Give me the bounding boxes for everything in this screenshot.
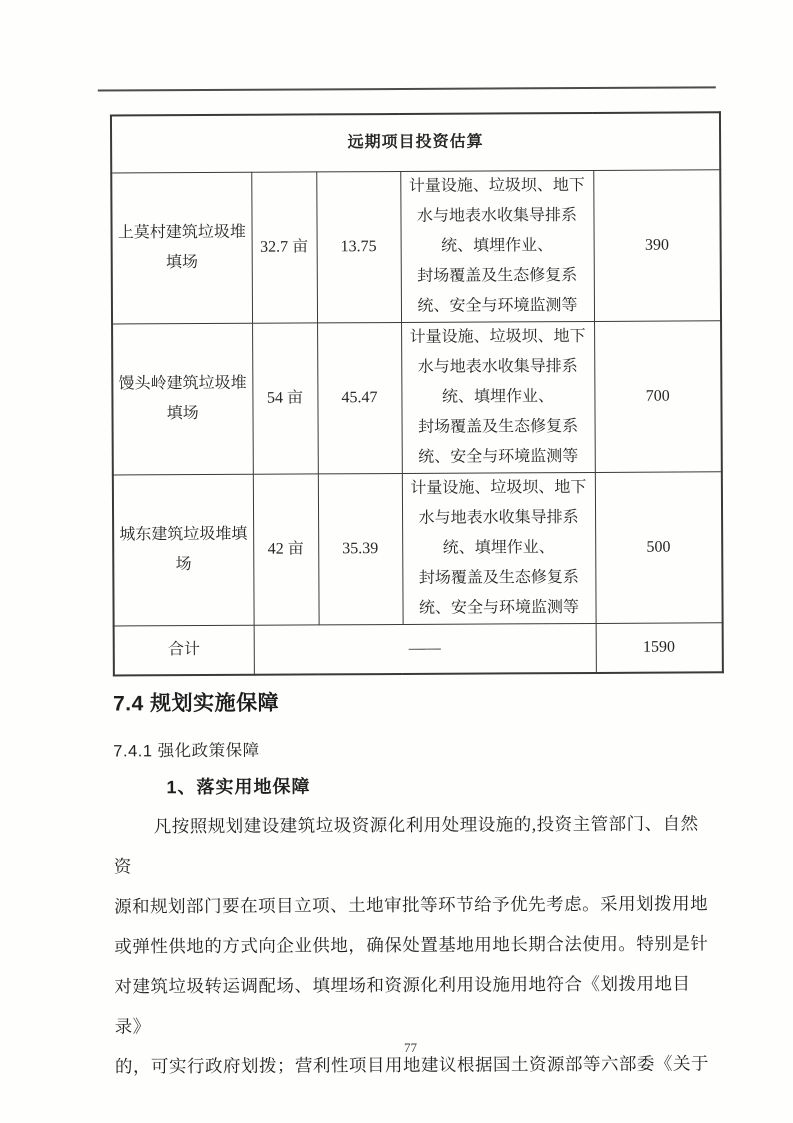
total-merged-cell: —— — [254, 623, 596, 674]
area-cell: 32.7 亩 — [251, 172, 317, 323]
site-name-cell: 馒头岭建筑垃圾堆 填场 — [112, 323, 253, 475]
page-number: 77 — [404, 1040, 417, 1055]
investment-cell: 700 — [594, 321, 722, 473]
sub-subsection-heading: 1、落实用地保障 — [166, 776, 311, 798]
total-label-cell: 合计 — [114, 625, 254, 675]
table-row — [112, 321, 722, 475]
table-row — [111, 170, 721, 324]
investment-cell: 390 — [593, 170, 721, 322]
site-name-cell: 上莫村建筑垃圾堆 填场 — [111, 172, 252, 324]
table-row — [113, 472, 723, 626]
table-split-rule — [98, 86, 716, 91]
investment-cell: 500 — [595, 472, 723, 624]
construction-content-cell: 计量设施、垃圾坝、地下 水与地表水收集导排系 统、填埋作业、 封场覆盖及生态修复系 统、安全与环境监测等 — [400, 170, 594, 322]
construction-content-cell: 计量设施、垃圾坝、地下 水与地表水收集导排系 统、填埋作业、 封场覆盖及生态修复系 统、安全与环境监测等 — [402, 472, 596, 624]
section-heading: 7.4 规划实施保障 — [112, 691, 280, 716]
construction-content-cell: 计量设施、垃圾坝、地下 水与地表水收集导排系 统、填埋作业、 封场覆盖及生态修复系 统、安全与环境监测等 — [401, 321, 595, 473]
table-title: 远期项目投资估算 — [111, 112, 720, 173]
table-title-row — [111, 112, 720, 173]
area-cell: 42 亩 — [253, 474, 319, 625]
subsection-heading: 7.4.1 强化政策保障 — [113, 741, 260, 761]
capacity-cell: 35.39 — [318, 473, 403, 624]
area-cell: 54 亩 — [252, 323, 318, 474]
table-total-row — [114, 623, 723, 676]
total-investment-cell: 1590 — [596, 623, 723, 673]
body-paragraph: 凡按照规划建设建筑垃圾资源化利用处理设施的,投资主管部门、自然资 源和规划部门要在项目立项、土地审批等环节给予优先考虑。采用划拨用地 或弹性供地的方式向企业供地，确保处置基地用地长期合法使用。特别是针 对建筑垃圾转运调配场、填埋场和资源化利用设施用地符合《划拨用地目录》 的，可实行政府划拨；营利性项目用地建议根据国土资源部等六部委《关于 — [113, 813, 709, 1077]
site-name-cell: 城东建筑垃圾堆填 场 — [113, 474, 254, 626]
investment-estimate-table — [110, 111, 724, 676]
capacity-cell: 13.75 — [316, 171, 401, 322]
capacity-cell: 45.47 — [317, 322, 402, 473]
